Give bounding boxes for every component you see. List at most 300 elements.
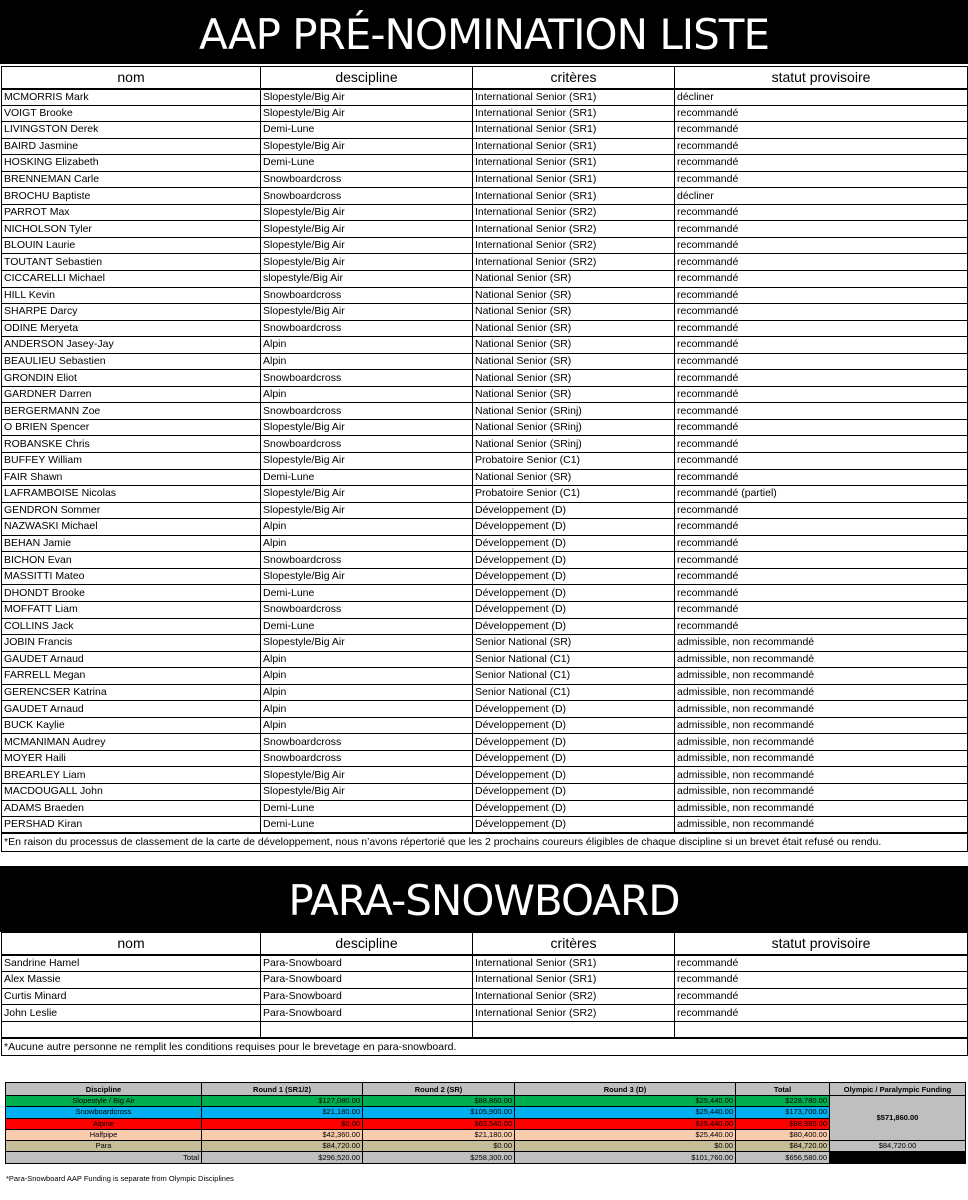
cell-nom: GAUDET Arnaud bbox=[2, 651, 261, 668]
cell-criteres: Développement (D) bbox=[473, 535, 675, 552]
cell-nom: GAUDET Arnaud bbox=[2, 701, 261, 718]
cell-criteres: International Senior (SR1) bbox=[473, 105, 675, 122]
cell-criteres: Senior National (C1) bbox=[473, 651, 675, 668]
funding-cell-r2: $88,860.00 bbox=[363, 1096, 515, 1107]
cell-statut: recommandé bbox=[675, 988, 968, 1005]
cell-discipline: Slopestyle/Big Air bbox=[261, 204, 473, 221]
cell-discipline: Alpin bbox=[261, 717, 473, 734]
cell-statut: décliner bbox=[675, 188, 968, 205]
table-row bbox=[2, 585, 968, 602]
para-footnote: *Aucune autre personne ne remplit les conditions requises pour le brevetage en para-snowboard. bbox=[2, 1038, 968, 1055]
cell-statut: admissible, non recommandé bbox=[675, 734, 968, 751]
cell-statut: recommandé bbox=[675, 304, 968, 321]
table-row bbox=[2, 519, 968, 536]
cell-nom: VOIGT Brooke bbox=[2, 105, 261, 122]
cell-statut: admissible, non recommandé bbox=[675, 717, 968, 734]
cell-statut: recommandé bbox=[675, 568, 968, 585]
header-discipline: descipline bbox=[261, 67, 473, 89]
table-row bbox=[2, 386, 968, 403]
cell-statut bbox=[675, 1022, 968, 1039]
funding-total-row bbox=[6, 1152, 966, 1163]
cell-statut: recommandé bbox=[675, 287, 968, 304]
funding-cell-discipline: Slopestyle / Big Air bbox=[6, 1096, 202, 1107]
cell-statut: recommandé bbox=[675, 271, 968, 288]
cell-statut: admissible, non recommandé bbox=[675, 767, 968, 784]
table-row bbox=[2, 188, 968, 205]
cell-nom: O BRIEN Spencer bbox=[2, 419, 261, 436]
cell-nom: COLLINS Jack bbox=[2, 618, 261, 635]
cell-criteres: Développement (D) bbox=[473, 585, 675, 602]
funding-total-r1: $296,520.00 bbox=[202, 1152, 363, 1163]
cell-nom: BRENNEMAN Carle bbox=[2, 171, 261, 188]
cell-criteres: Développement (D) bbox=[473, 817, 675, 834]
cell-discipline: Alpin bbox=[261, 386, 473, 403]
cell-statut: recommandé bbox=[675, 403, 968, 420]
cell-criteres: Développement (D) bbox=[473, 519, 675, 536]
table-row bbox=[2, 535, 968, 552]
cell-discipline: Slopestyle/Big Air bbox=[261, 767, 473, 784]
funding-row bbox=[6, 1107, 966, 1118]
cell-criteres: International Senior (SR1) bbox=[473, 122, 675, 139]
cell-discipline: Demi-Lune bbox=[261, 122, 473, 139]
cell-statut: recommandé bbox=[675, 601, 968, 618]
cell-criteres: Développement (D) bbox=[473, 568, 675, 585]
table-row bbox=[2, 618, 968, 635]
cell-discipline: Slopestyle/Big Air bbox=[261, 783, 473, 800]
cell-criteres: International Senior (SR1) bbox=[473, 138, 675, 155]
funding-table bbox=[5, 1082, 966, 1164]
funding-cell-r1: $127,080.00 bbox=[202, 1096, 363, 1107]
header-criteres: critères bbox=[473, 67, 675, 89]
table-row bbox=[2, 502, 968, 519]
cell-statut: recommandé bbox=[675, 502, 968, 519]
header-nom: nom bbox=[2, 933, 261, 955]
cell-discipline: Slopestyle/Big Air bbox=[261, 635, 473, 652]
cell-discipline: Slopestyle/Big Air bbox=[261, 105, 473, 122]
cell-nom: LIVINGSTON Derek bbox=[2, 122, 261, 139]
cell-nom: PARROT Max bbox=[2, 204, 261, 221]
funding-header-row bbox=[6, 1083, 966, 1096]
cell-criteres: Développement (D) bbox=[473, 601, 675, 618]
cell-statut: recommandé bbox=[675, 221, 968, 238]
cell-criteres: International Senior (SR1) bbox=[473, 971, 675, 988]
header-statut: statut provisoire bbox=[675, 67, 968, 89]
note-row bbox=[2, 1038, 968, 1055]
cell-nom: FARRELL Megan bbox=[2, 668, 261, 685]
funding-cell-r3: $25,440.00 bbox=[515, 1118, 736, 1129]
cell-statut: recommandé bbox=[675, 138, 968, 155]
cell-statut: recommandé bbox=[675, 971, 968, 988]
cell-criteres: Développement (D) bbox=[473, 717, 675, 734]
cell-statut: recommandé bbox=[675, 237, 968, 254]
cell-criteres: National Senior (SR) bbox=[473, 386, 675, 403]
cell-nom: MOFFATT Liam bbox=[2, 601, 261, 618]
cell-discipline: Para-Snowboard bbox=[261, 971, 473, 988]
funding-header-round3: Round 3 (D) bbox=[515, 1083, 736, 1096]
page-title: AAP PRÉ-NOMINATION LISTE bbox=[0, 0, 968, 64]
cell-statut: admissible, non recommandé bbox=[675, 651, 968, 668]
cell-statut: recommandé bbox=[675, 419, 968, 436]
cell-statut: recommandé bbox=[675, 469, 968, 486]
table-row bbox=[2, 105, 968, 122]
cell-nom: ADAMS Braeden bbox=[2, 800, 261, 817]
cell-discipline: Para-Snowboard bbox=[261, 955, 473, 972]
cell-criteres: National Senior (SR) bbox=[473, 370, 675, 387]
cell-discipline: Snowboardcross bbox=[261, 601, 473, 618]
cell-nom bbox=[2, 1022, 261, 1039]
cell-criteres: Développement (D) bbox=[473, 767, 675, 784]
cell-criteres: International Senior (SR2) bbox=[473, 237, 675, 254]
cell-discipline: Para-Snowboard bbox=[261, 1005, 473, 1022]
cell-criteres: International Senior (SR1) bbox=[473, 171, 675, 188]
cell-nom: BUCK Kaylie bbox=[2, 717, 261, 734]
cell-nom: MOYER Haili bbox=[2, 750, 261, 767]
cell-discipline: Slopestyle/Big Air bbox=[261, 419, 473, 436]
cell-criteres: National Senior (SR) bbox=[473, 304, 675, 321]
cell-statut: admissible, non recommandé bbox=[675, 668, 968, 685]
cell-criteres: International Senior (SR1) bbox=[473, 955, 675, 972]
cell-discipline: Snowboardcross bbox=[261, 403, 473, 420]
header-statut: statut provisoire bbox=[675, 933, 968, 955]
table-row bbox=[2, 651, 968, 668]
cell-nom: Alex Massie bbox=[2, 971, 261, 988]
table-row bbox=[2, 717, 968, 734]
cell-criteres: Développement (D) bbox=[473, 783, 675, 800]
funding-cell-r3: $25,440.00 bbox=[515, 1096, 736, 1107]
table-row bbox=[2, 767, 968, 784]
table-row bbox=[2, 601, 968, 618]
cell-discipline: Snowboardcross bbox=[261, 370, 473, 387]
cell-discipline: Demi-Lune bbox=[261, 585, 473, 602]
cell-discipline: Demi-Lune bbox=[261, 469, 473, 486]
cell-nom: LAFRAMBOISE Nicolas bbox=[2, 486, 261, 503]
funding-header-round2: Round 2 (SR) bbox=[363, 1083, 515, 1096]
table-row bbox=[2, 783, 968, 800]
cell-discipline: Slopestyle/Big Air bbox=[261, 254, 473, 271]
cell-discipline: Alpin bbox=[261, 353, 473, 370]
funding-cell-discipline: Snowboardcross bbox=[6, 1107, 202, 1118]
header-discipline: descipline bbox=[261, 933, 473, 955]
header-row bbox=[2, 933, 968, 955]
cell-discipline: Slopestyle/Big Air bbox=[261, 502, 473, 519]
funding-row bbox=[6, 1141, 966, 1152]
cell-discipline: Demi-Lune bbox=[261, 817, 473, 834]
cell-discipline: Alpin bbox=[261, 535, 473, 552]
funding-cell-discipline: Halfpipe bbox=[6, 1129, 202, 1140]
funding-cell-total: $173,700.00 bbox=[736, 1107, 830, 1118]
table-row bbox=[2, 635, 968, 652]
cell-criteres: Développement (D) bbox=[473, 552, 675, 569]
cell-nom: TOUTANT Sebastien bbox=[2, 254, 261, 271]
table-row bbox=[2, 734, 968, 751]
table-row bbox=[2, 817, 968, 834]
funding-total-r2: $258,300.00 bbox=[363, 1152, 515, 1163]
funding-header-olympic: Olympic / Paralympic Funding bbox=[830, 1083, 966, 1096]
table-row bbox=[2, 453, 968, 470]
cell-nom: Sandrine Hamel bbox=[2, 955, 261, 972]
cell-nom: ROBANSKE Chris bbox=[2, 436, 261, 453]
table-row bbox=[2, 138, 968, 155]
cell-criteres: Senior National (C1) bbox=[473, 684, 675, 701]
cell-nom: GRONDIN Eliot bbox=[2, 370, 261, 387]
cell-nom: HILL Kevin bbox=[2, 287, 261, 304]
cell-statut: recommandé bbox=[675, 1005, 968, 1022]
table-row bbox=[2, 353, 968, 370]
table-row bbox=[2, 684, 968, 701]
table-row bbox=[2, 271, 968, 288]
cell-criteres: National Senior (SR) bbox=[473, 353, 675, 370]
cell-criteres bbox=[473, 1022, 675, 1039]
cell-nom: BERGERMANN Zoe bbox=[2, 403, 261, 420]
cell-statut: admissible, non recommandé bbox=[675, 750, 968, 767]
funding-cell-discipline: Para bbox=[6, 1141, 202, 1152]
table-row bbox=[2, 337, 968, 354]
table-row bbox=[2, 403, 968, 420]
cell-criteres: International Senior (SR2) bbox=[473, 254, 675, 271]
cell-nom: DHONDT Brooke bbox=[2, 585, 261, 602]
cell-discipline: Snowboardcross bbox=[261, 320, 473, 337]
cell-statut: recommandé bbox=[675, 519, 968, 536]
cell-nom: CICCARELLI Michael bbox=[2, 271, 261, 288]
cell-criteres: International Senior (SR1) bbox=[473, 155, 675, 172]
cell-statut: recommandé (partiel) bbox=[675, 486, 968, 503]
cell-nom: MCMORRIS Mark bbox=[2, 89, 261, 106]
cell-nom: GERENCSER Katrina bbox=[2, 684, 261, 701]
cell-statut: admissible, non recommandé bbox=[675, 800, 968, 817]
cell-discipline: Demi-Lune bbox=[261, 618, 473, 635]
cell-criteres: Développement (D) bbox=[473, 734, 675, 751]
cell-criteres: Développement (D) bbox=[473, 800, 675, 817]
cell-discipline: Slopestyle/Big Air bbox=[261, 568, 473, 585]
cell-discipline: Demi-Lune bbox=[261, 155, 473, 172]
cell-statut: recommandé bbox=[675, 386, 968, 403]
table-row bbox=[2, 971, 968, 988]
cell-discipline: Alpin bbox=[261, 668, 473, 685]
cell-nom: ANDERSON Jasey-Jay bbox=[2, 337, 261, 354]
cell-discipline: Snowboardcross bbox=[261, 188, 473, 205]
table-row bbox=[2, 155, 968, 172]
nomination-table bbox=[1, 66, 968, 852]
header-row bbox=[2, 67, 968, 89]
cell-nom: John Leslie bbox=[2, 1005, 261, 1022]
funding-header-total: Total bbox=[736, 1083, 830, 1096]
cell-nom: PERSHAD Kiran bbox=[2, 817, 261, 834]
table-row bbox=[2, 287, 968, 304]
table-row bbox=[2, 237, 968, 254]
cell-criteres: National Senior (SR) bbox=[473, 337, 675, 354]
cell-discipline: Slopestyle/Big Air bbox=[261, 221, 473, 238]
funding-row bbox=[6, 1096, 966, 1107]
cell-nom: NICHOLSON Tyler bbox=[2, 221, 261, 238]
table-row bbox=[2, 419, 968, 436]
funding-cell-r3: $0.00 bbox=[515, 1141, 736, 1152]
cell-discipline: Alpin bbox=[261, 701, 473, 718]
cell-statut: recommandé bbox=[675, 552, 968, 569]
cell-discipline: Snowboardcross bbox=[261, 287, 473, 304]
cell-statut: recommandé bbox=[675, 955, 968, 972]
cell-criteres: National Senior (SRinj) bbox=[473, 419, 675, 436]
para-table bbox=[1, 932, 968, 1056]
table-row bbox=[2, 254, 968, 271]
cell-statut: recommandé bbox=[675, 105, 968, 122]
cell-nom: BAIRD Jasmine bbox=[2, 138, 261, 155]
cell-nom: HOSKING Elizabeth bbox=[2, 155, 261, 172]
table-row bbox=[2, 1022, 968, 1039]
cell-nom: BREARLEY Liam bbox=[2, 767, 261, 784]
table-row bbox=[2, 320, 968, 337]
cell-criteres: National Senior (SRinj) bbox=[473, 403, 675, 420]
cell-nom: BUFFEY William bbox=[2, 453, 261, 470]
cell-discipline: Alpin bbox=[261, 519, 473, 536]
cell-criteres: National Senior (SR) bbox=[473, 287, 675, 304]
table-row bbox=[2, 552, 968, 569]
cell-statut: admissible, non recommandé bbox=[675, 783, 968, 800]
cell-criteres: Développement (D) bbox=[473, 502, 675, 519]
cell-nom: BEHAN Jamie bbox=[2, 535, 261, 552]
header-nom: nom bbox=[2, 67, 261, 89]
table-row bbox=[2, 750, 968, 767]
note-row bbox=[2, 833, 968, 851]
cell-statut: recommandé bbox=[675, 254, 968, 271]
footnote: *En raison du processus de classement de la carte de développement, nous n’avons répertorié que les 2 prochains coureurs éligibles de chaque discipline si un brevet était refusé ou rendu. bbox=[2, 833, 968, 851]
cell-nom: BLOUIN Laurie bbox=[2, 237, 261, 254]
cell-discipline: Alpin bbox=[261, 337, 473, 354]
funding-cell-discipline: Alpine bbox=[6, 1118, 202, 1129]
funding-cell-total: $80,400.00 bbox=[736, 1129, 830, 1140]
cell-nom: SHARPE Darcy bbox=[2, 304, 261, 321]
cell-statut: recommandé bbox=[675, 585, 968, 602]
table-row bbox=[2, 171, 968, 188]
cell-nom: BROCHU Baptiste bbox=[2, 188, 261, 205]
table-row bbox=[2, 469, 968, 486]
funding-cell-r1: $84,720.00 bbox=[202, 1141, 363, 1152]
cell-nom: BICHON Evan bbox=[2, 552, 261, 569]
funding-row bbox=[6, 1129, 966, 1140]
cell-discipline: Slopestyle/Big Air bbox=[261, 486, 473, 503]
cell-criteres: National Senior (SR) bbox=[473, 271, 675, 288]
cell-discipline: Alpin bbox=[261, 684, 473, 701]
cell-nom: FAIR Shawn bbox=[2, 469, 261, 486]
cell-nom: Curtis Minard bbox=[2, 988, 261, 1005]
cell-discipline: Slopestyle/Big Air bbox=[261, 237, 473, 254]
cell-statut: admissible, non recommandé bbox=[675, 684, 968, 701]
funding-cell-r2: $105,900.00 bbox=[363, 1107, 515, 1118]
cell-statut: recommandé bbox=[675, 353, 968, 370]
cell-nom: MACDOUGALL John bbox=[2, 783, 261, 800]
cell-discipline: Slopestyle/Big Air bbox=[261, 138, 473, 155]
funding-cell-total: $88,980.00 bbox=[736, 1118, 830, 1129]
cell-statut: recommandé bbox=[675, 204, 968, 221]
funding-header-discipline: Discipline bbox=[6, 1083, 202, 1096]
cell-discipline: Slopestyle/Big Air bbox=[261, 89, 473, 106]
funding-cell-r3: $25,440.00 bbox=[515, 1107, 736, 1118]
header-criteres: critères bbox=[473, 933, 675, 955]
cell-statut: admissible, non recommandé bbox=[675, 701, 968, 718]
funding-row bbox=[6, 1118, 966, 1129]
table-row bbox=[2, 568, 968, 585]
cell-discipline: Para-Snowboard bbox=[261, 988, 473, 1005]
cell-criteres: Probatoire Senior (C1) bbox=[473, 453, 675, 470]
table-row bbox=[2, 122, 968, 139]
cell-discipline: Alpin bbox=[261, 651, 473, 668]
funding-cell-r2: $63,540.00 bbox=[363, 1118, 515, 1129]
para-title: PARA-SNOWBOARD bbox=[0, 866, 968, 932]
funding-total-label: Total bbox=[6, 1152, 202, 1163]
cell-statut: recommandé bbox=[675, 171, 968, 188]
table-row bbox=[2, 436, 968, 453]
cell-discipline: Snowboardcross bbox=[261, 171, 473, 188]
cell-statut: recommandé bbox=[675, 535, 968, 552]
table-row bbox=[2, 701, 968, 718]
funding-cell-r1: $42,360.00 bbox=[202, 1129, 363, 1140]
table-row bbox=[2, 221, 968, 238]
cell-discipline: Snowboardcross bbox=[261, 750, 473, 767]
funding-cell-total: $228,780.00 bbox=[736, 1096, 830, 1107]
cell-nom: ODINE Meryeta bbox=[2, 320, 261, 337]
cell-criteres: Probatoire Senior (C1) bbox=[473, 486, 675, 503]
cell-statut: admissible, non recommandé bbox=[675, 635, 968, 652]
cell-nom: GENDRON Sommer bbox=[2, 502, 261, 519]
cell-discipline: Snowboardcross bbox=[261, 436, 473, 453]
para-funding-total: $84,720.00 bbox=[830, 1141, 966, 1152]
cell-statut: recommandé bbox=[675, 337, 968, 354]
cell-criteres: National Senior (SRinj) bbox=[473, 436, 675, 453]
cell-statut: recommandé bbox=[675, 155, 968, 172]
cell-statut: recommandé bbox=[675, 618, 968, 635]
cell-criteres: National Senior (SR) bbox=[473, 320, 675, 337]
olympic-funding-total: $571,860.00 bbox=[830, 1096, 966, 1141]
cell-criteres: Senior National (SR) bbox=[473, 635, 675, 652]
funding-cell-total: $84,720.00 bbox=[736, 1141, 830, 1152]
table-row bbox=[2, 304, 968, 321]
cell-nom: BEAULIEU Sebastien bbox=[2, 353, 261, 370]
cell-nom: MASSITTI Mateo bbox=[2, 568, 261, 585]
funding-note: *Para-Snowboard AAP Funding is separate from Olympic Disciplines bbox=[6, 1174, 234, 1183]
cell-criteres: Développement (D) bbox=[473, 701, 675, 718]
funding-cell-r2: $0.00 bbox=[363, 1141, 515, 1152]
table-row bbox=[2, 668, 968, 685]
cell-statut: recommandé bbox=[675, 320, 968, 337]
cell-nom: GARDNER Darren bbox=[2, 386, 261, 403]
cell-criteres: Développement (D) bbox=[473, 618, 675, 635]
cell-criteres: International Senior (SR2) bbox=[473, 221, 675, 238]
funding-header-round1: Round 1 (SR1/2) bbox=[202, 1083, 363, 1096]
table-row bbox=[2, 1005, 968, 1022]
cell-criteres: National Senior (SR) bbox=[473, 469, 675, 486]
cell-discipline: Snowboardcross bbox=[261, 734, 473, 751]
funding-cell-r1: $21,180.00 bbox=[202, 1107, 363, 1118]
cell-statut: recommandé bbox=[675, 436, 968, 453]
funding-total-r3: $101,760.00 bbox=[515, 1152, 736, 1163]
table-row bbox=[2, 204, 968, 221]
cell-discipline: Slopestyle/Big Air bbox=[261, 453, 473, 470]
table-row bbox=[2, 988, 968, 1005]
funding-cell-r1: $0.00 bbox=[202, 1118, 363, 1129]
cell-discipline: Slopestyle/Big Air bbox=[261, 304, 473, 321]
cell-criteres: International Senior (SR1) bbox=[473, 188, 675, 205]
cell-criteres: Développement (D) bbox=[473, 750, 675, 767]
cell-statut: recommandé bbox=[675, 453, 968, 470]
cell-nom: NAZWASKI Michael bbox=[2, 519, 261, 536]
cell-nom: JOBIN Francis bbox=[2, 635, 261, 652]
cell-criteres: International Senior (SR2) bbox=[473, 1005, 675, 1022]
funding-cell-r3: $25,440.00 bbox=[515, 1129, 736, 1140]
table-row bbox=[2, 955, 968, 972]
cell-criteres: International Senior (SR2) bbox=[473, 204, 675, 221]
funding-total-total: $656,580.00 bbox=[736, 1152, 830, 1163]
table-row bbox=[2, 800, 968, 817]
cell-statut: recommandé bbox=[675, 122, 968, 139]
